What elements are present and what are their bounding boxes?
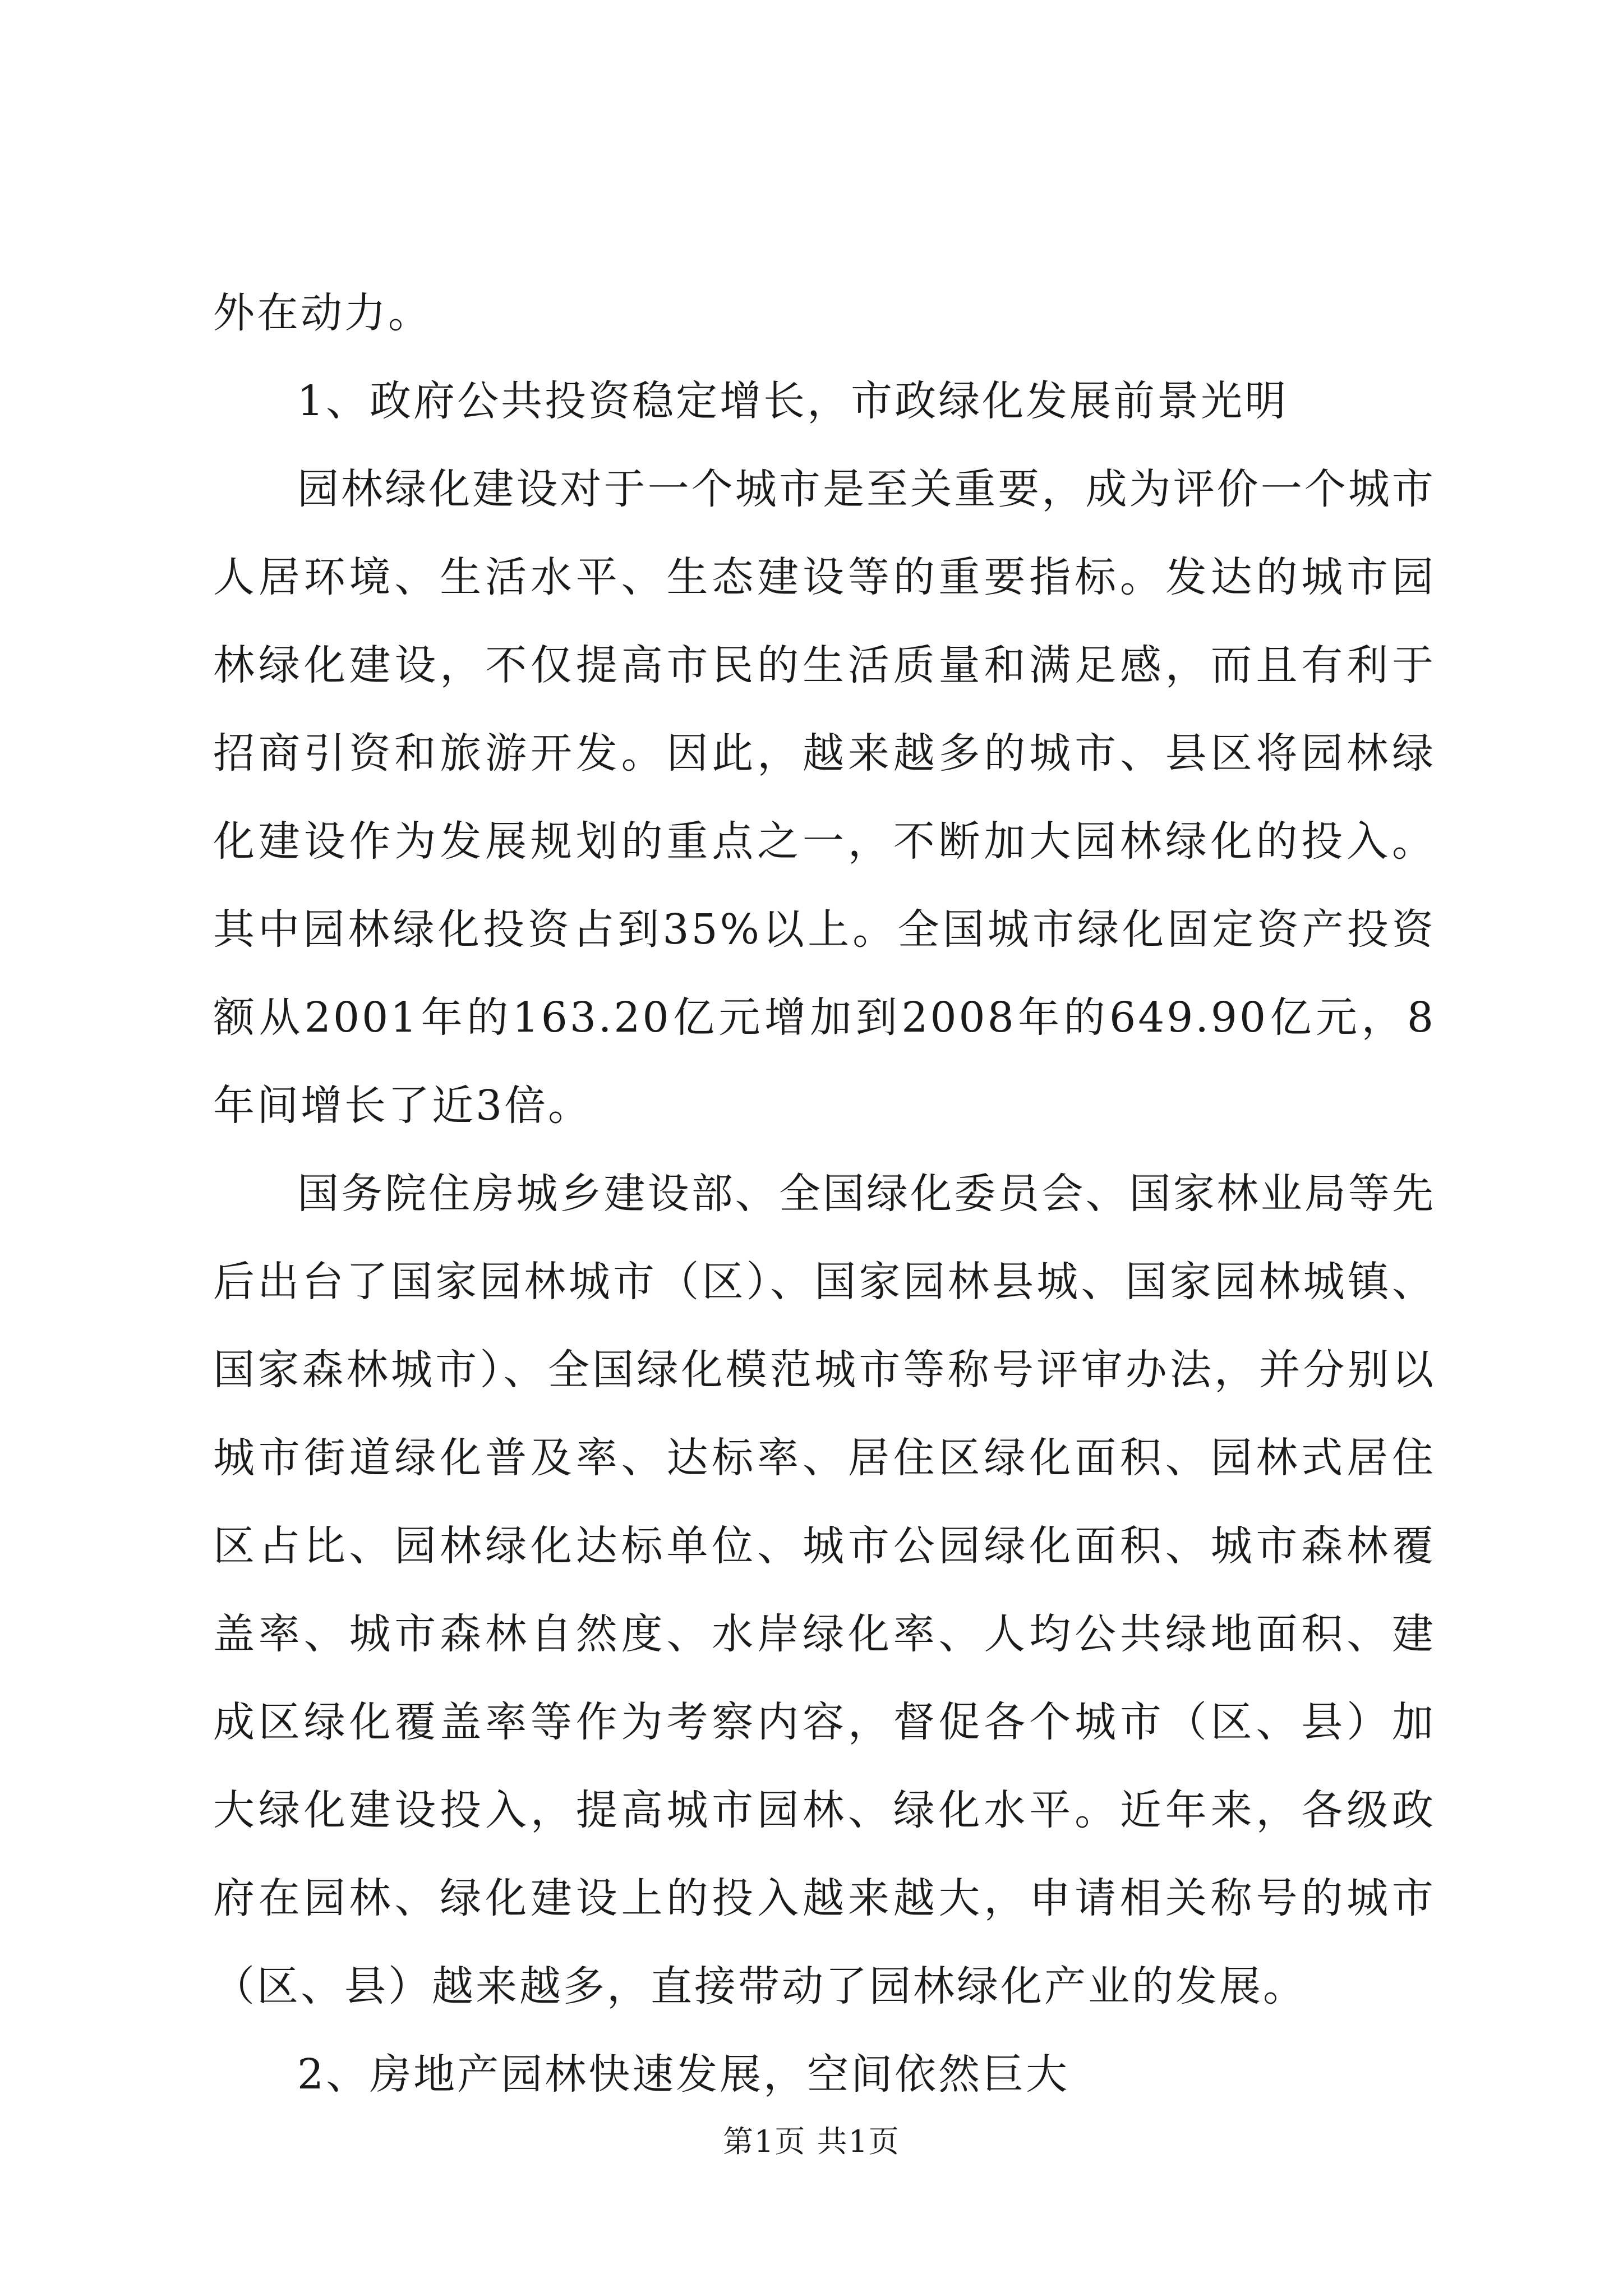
document-body bbox=[213, 269, 1436, 2119]
section-heading-2: 2、房地产园林快速发展，空间依然巨大 bbox=[297, 2050, 1070, 2099]
paragraph-state-council-policy: 国务院住房城乡建设部、全国绿化委员会、国家林业局等先后出台了国家园林城市（区）、国家园林县城、国家园林城镇、国家森林城市）、全国绿化模范城市等称号评审办法，并分别以城市街道绿化普及率、达标率、居住区绿化面积、园林式居住区占比、园林绿化达标单位、城市公园绿化面积、城市森林覆盖率、城市森林自然度、水岸绿化率、人均公共绿地面积、建成区绿化覆盖率等作为考察内容，督促各个城市（区、县）加大绿化建设投入，提高城市园林、绿化水平。近年来，各级政府在园林、绿化建设上的投入越来越大，申请相关称号的城市（区、县）越来越多，直接带动了园林绿化产业的发展。 bbox=[213, 1170, 1436, 2010]
page-footer: 第1页 共1页 bbox=[723, 2124, 900, 2159]
paragraph-greening-investment: 园林绿化建设对于一个城市是至关重要，成为评价一个城市人居环境、生活水平、生态建设等的重要指标。发达的城市园林绿化建设，不仅提高市民的生活质量和满足感，而且有利于招商引资和旅游开发。因此，越来越多的城市、县区将园林绿化建设作为发展规划的重点之一，不断加大园林绿化的投入。其中园林绿化投资占到35%以上。全国城市绿化固定资产投资额从2001年的163.20亿元增加到2008年的649.90亿元，8年间增长了近3倍。 bbox=[213, 465, 1436, 1130]
paragraph-continuation: 外在动力。 bbox=[213, 289, 432, 337]
section-heading-1: 1、政府公共投资稳定增长，市政绿化发展前景光明 bbox=[297, 377, 1289, 425]
